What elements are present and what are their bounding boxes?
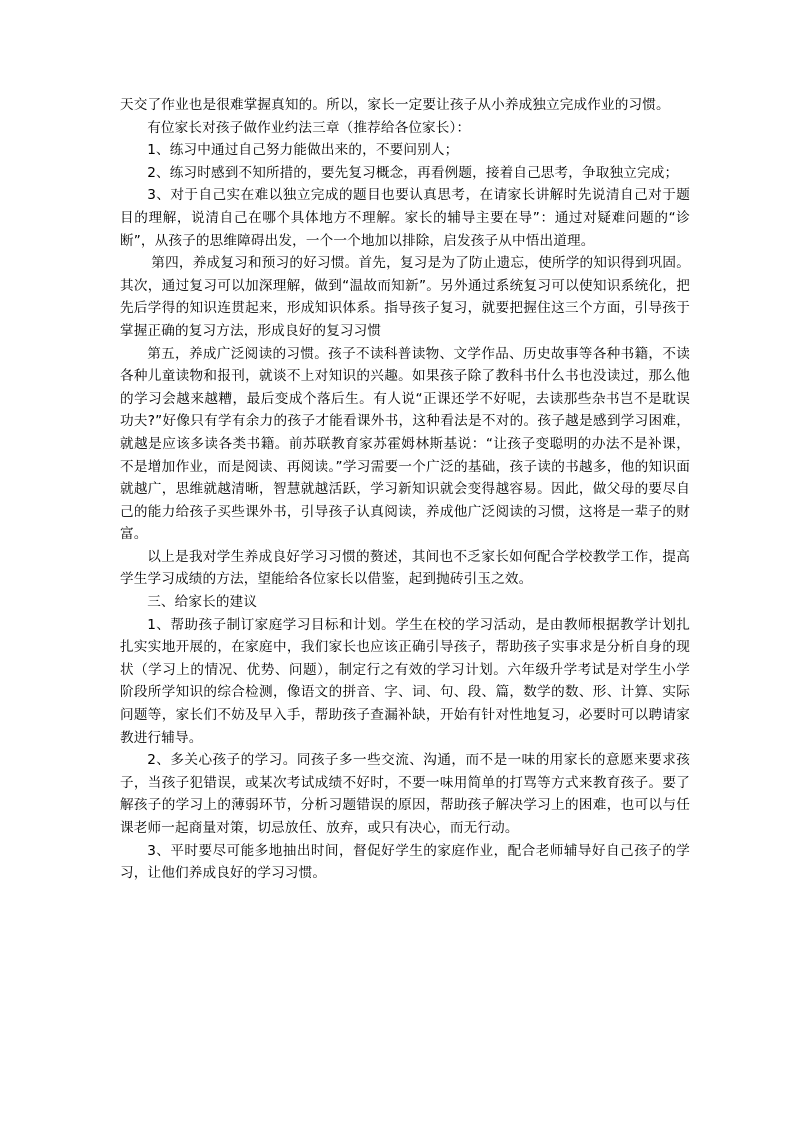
paragraph-fourth-habit: 第四，养成复习和预习的好习惯。首先，复习是为了防止遗忘，使所学的知识得到巩固。其次，通过复习可以加深理解，做到“温故而知新”。另外通过系统复习可以使知识系统化，把先后学得的知识连贯起来，形成知识体系。指导孩子复习，就要把握住这三个方面，引导孩于掌握正确的复习方法，形成良好的复习习惯 (120, 255, 690, 339)
section-heading-parent-advice: 三、给家长的建议 (147, 594, 258, 611)
paragraph-fifth-habit: 第五，养成广泛阅读的习惯。孩子不读科普读物、文学作品、历史故事等各种书籍，不读各种儿童读物和报刊，就谈不上对知识的兴趣。如果孩子除了教科书什么书也没读过，那么他的学习会越来越糟，最后变成个落后生。有人说“正课还学不好呢，去读那些杂书岂不是耽误功夫?”好像只有学有余力的孩子才能看课外书，这种看法是不对的。孩子越是感到学习困难，就越是应该多读各类书籍。前苏联教育家苏霍姆林斯基说：“让孩子变聪明的办法不是补课，不是增加作业，而是阅读、再阅读。”学习需要一个广泛的基础，孩子读的书越多，他的知识面就越广，思维就越清晰，智慧就越活跃，学习新知识就会变得越容易。因此，做父母的要尽自己的能力给孩子买些课外书，引导孩子认真阅读，养成他广泛阅读的习惯，这将是一辈子的财富。 (120, 345, 690, 543)
document-body (120, 94, 690, 885)
paragraph-rule-3: 3、对于自己实在难以独立完成的题目也要认真思考，在请家长讲解时先说清自己对于题目的理解，说清自己在哪个具体地方不理解。家长的辅导主要在导”：通过对疑难问题的“诊断”，从孩子的思维障碍出发，一个一个地加以排除，启发孩子从中悟出道理。 (120, 187, 690, 249)
paragraph-advice-1: 1、帮助孩子制订家庭学习目标和计划。学生在校的学习活动，是由教师根据教学计划扎扎实实地开展的，在家庭中，我们家长也应该正确引导孩子，帮助孩子实事求是分析自身的现状（学习上的情况、优势、问题），制定行之有效的学习计划。六年级升学考试是对学生小学阶段所学知识的综合检测，像语文的拼音、字、词、句、段、篇，数学的数、形、计算、实际问题等，家长们不妨及早入手，帮助孩子查漏补缺，开始有针对性地复习，必要时可以聘请家教进行辅导。 (120, 616, 690, 746)
paragraph-continuation: 天交了作业也是很难掌握真知的。所以，家长一定要让孩子从小养成独立完成作业的习惯。 (120, 97, 670, 113)
paragraph-advice-3: 3、平时要尽可能多地抽出时间，督促好学生的家庭作业，配合老师辅导好自己孩子的学习，让他们养成良好的学习习惯。 (120, 842, 690, 882)
paragraph-rule-1: 1、练习中通过自己努力能做出来的，不要问别人； (147, 142, 459, 159)
paragraph-homework-rules-intro: 有位家长对孩子做作业约法三章（推荐给各位家长）： (147, 119, 471, 136)
paragraph-rule-2: 2、练习时感到不知所措的，要先复习概念，再看例题，接着自己思考，争取独立完成； (147, 164, 679, 181)
paragraph-summary: 以上是我对学生养成良好学习习惯的赘述，其间也不乏家长如何配合学校教学工作，提高学生学习成绩的方法，望能给各位家长以借鉴，起到抛砖引玉之效。 (120, 548, 690, 588)
paragraph-advice-2: 2、多关心孩子的学习。同孩子多一些交流、沟通，而不是一味的用家长的意愿来要求孩子，当孩子犯错误，或某次考试成绩不好时，不要一味用简单的打骂等方式来教育孩子。要了解孩子的学习上的薄弱环节，分析习题错误的原因，帮助孩子解决学习上的困难，也可以与任课老师一起商量对策，切忌放任、放弃，或只有决心，而无行动。 (120, 752, 690, 836)
